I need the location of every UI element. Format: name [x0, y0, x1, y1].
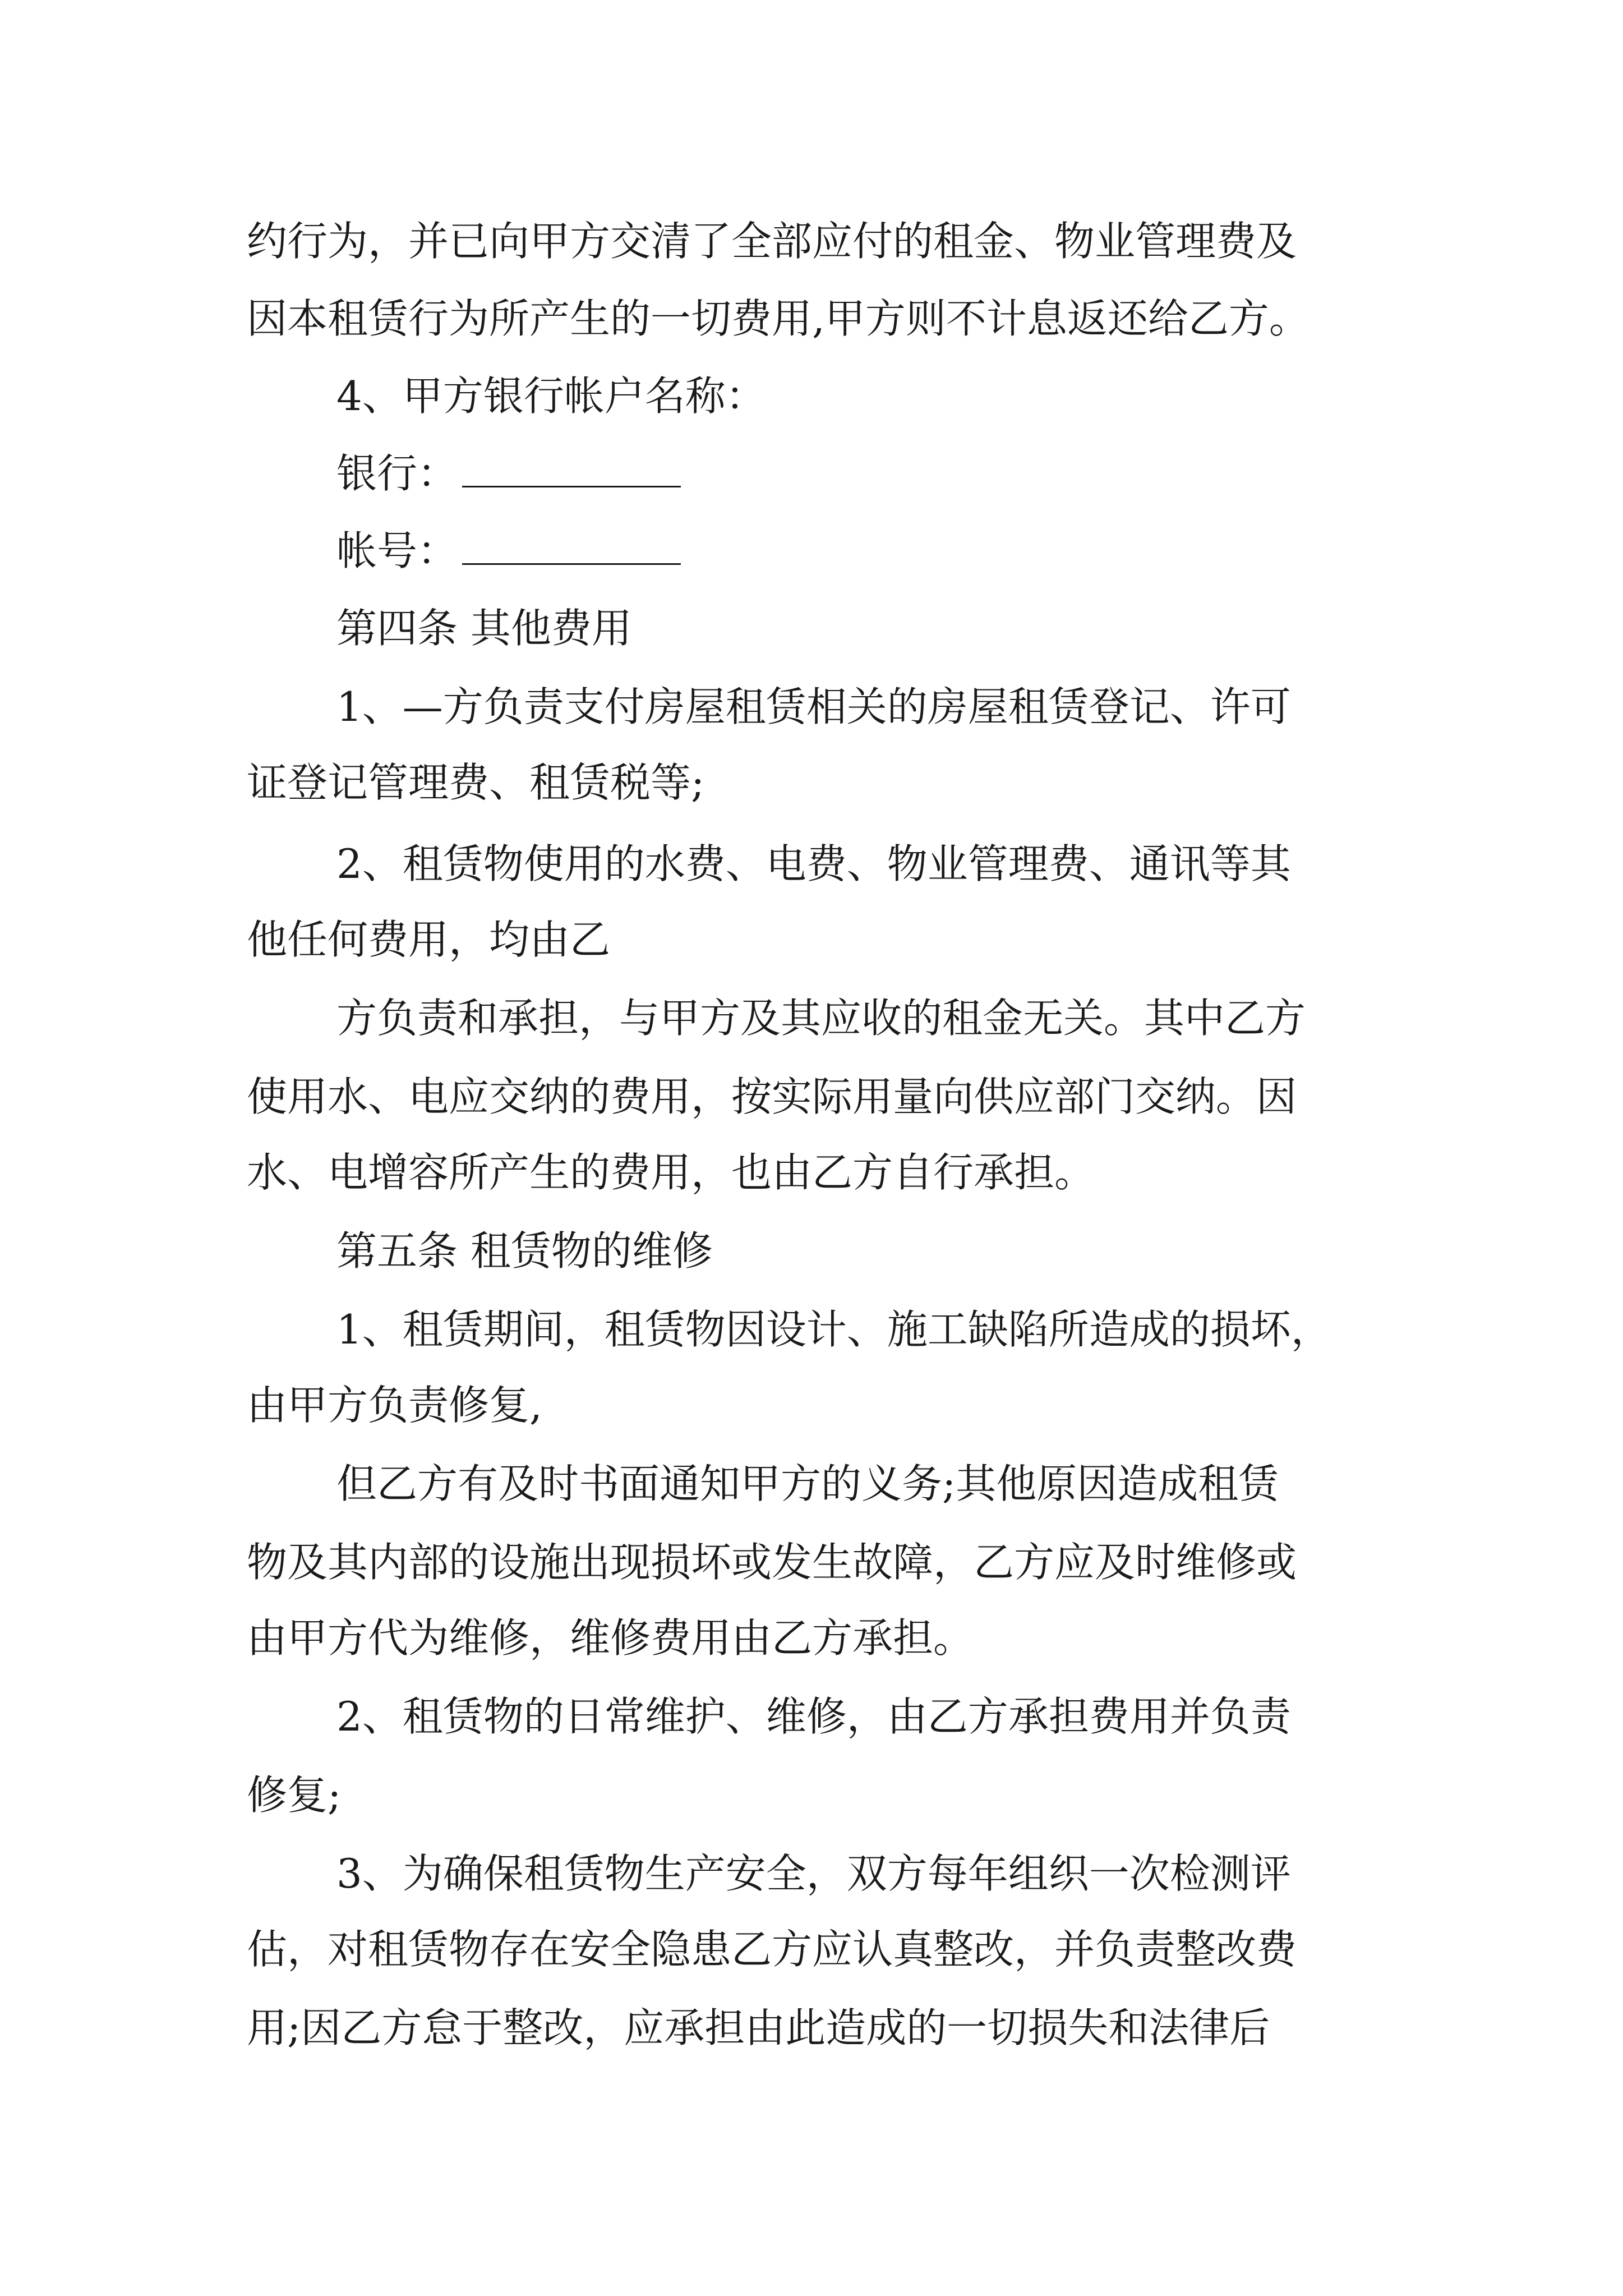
text-line: 1、租赁期间，租赁物因设计、施工缺陷所造成的损坏，	[336, 1306, 1331, 1353]
text-line: 约行为，并已向甲方交清了全部应付的租金、物业管理费及	[247, 218, 1297, 265]
text-line: 估，对租赁物存在安全隐患乙方应认真整改，并负责整改费	[247, 1926, 1297, 1973]
text-line: 用;因乙方怠于整改，应承担由此造成的一切损失和法律后	[247, 2004, 1270, 2051]
text-line: 1、—方负责支付房屋租赁相关的房屋租赁登记、许可	[336, 683, 1291, 730]
account-blank-line	[462, 530, 681, 565]
text-line: 3、为确保租赁物生产安全，双方每年组织一次检测评	[336, 1850, 1291, 1897]
account-label: 帐号：	[336, 527, 458, 574]
account-row	[336, 523, 1514, 579]
bank-name-row	[336, 445, 1514, 501]
text-line: 水、电增容所产生的费用，也由乙方自行承担。	[247, 1149, 1095, 1196]
text-line: 因本租赁行为所产生的一切费用,甲方则不计息返还给乙方。	[247, 295, 1310, 342]
bank-label: 银行：	[336, 450, 458, 497]
text-line: 2、租赁物使用的水费、电费、物业管理费、通讯等其	[336, 840, 1291, 887]
text-line: 但乙方有及时书面通知甲方的义务;其他原因造成租赁	[336, 1460, 1279, 1507]
text-line: 修复;	[247, 1772, 342, 1819]
text-line: 2、租赁物的日常维护、维修，由乙方承担费用并负责	[336, 1693, 1291, 1740]
text-line: 方负责和承担，与甲方及其应收的租金无关。其中乙方	[336, 995, 1306, 1042]
text-line: 他任何费用，均由乙	[247, 916, 611, 963]
text-line: 由甲方负责修复,	[247, 1382, 542, 1429]
text-line: 物及其内部的设施出现损坏或发生故障，乙方应及时维修或	[247, 1539, 1297, 1586]
text-line: 使用水、电应交纳的费用，按实际用量向供应部门交纳。因	[247, 1073, 1297, 1120]
text-line: 4、甲方银行帐户名称：	[336, 372, 766, 420]
text-line: 证登记管理费、租赁税等;	[247, 759, 705, 806]
text-line: 由甲方代为维修，维修费用由乙方承担。	[247, 1614, 974, 1662]
article-heading: 第五条 租赁物的维修	[336, 1227, 713, 1274]
bank-blank-line	[462, 452, 681, 487]
article-heading: 第四条 其他费用	[336, 605, 632, 652]
